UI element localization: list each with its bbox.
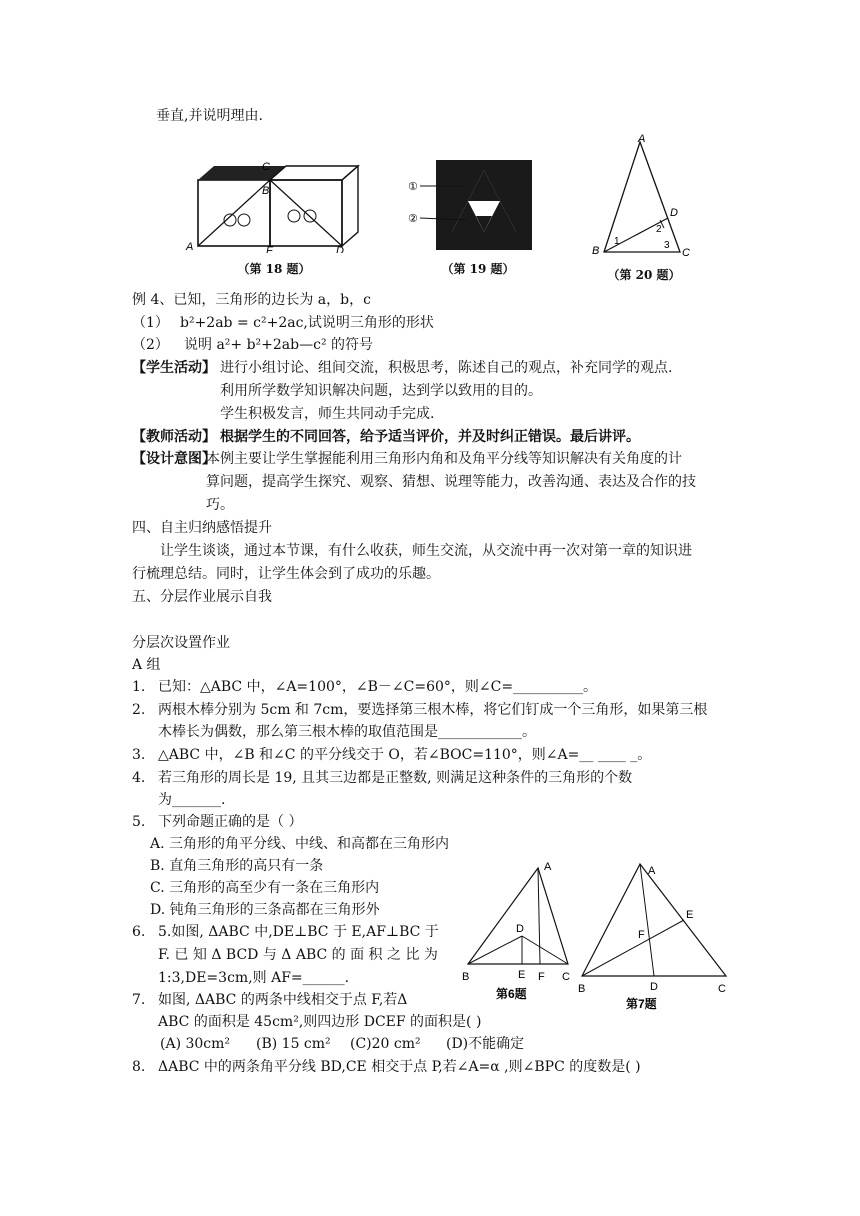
label-2: 2 (656, 224, 662, 235)
q4-line2: 为_______. (158, 792, 226, 808)
triangle-pattern (408, 158, 538, 253)
q6-line2: F. 已 知 Δ BCD 与 Δ ABC 的 面 积 之 比 为 (158, 947, 438, 963)
label-c: C (718, 983, 726, 995)
example4-q1-num: （1） (132, 315, 169, 331)
q5-option-c: C. 三角形的高至少有一条在三角形内 (150, 880, 380, 896)
q3-num: 3. (132, 747, 146, 763)
q6-line1: 5.如图, ΔABC 中,DE⊥BC 于 E,AF⊥BC 于 (158, 924, 439, 940)
design-intent-line3: 巧。 (206, 497, 234, 513)
figure-7-caption: 第7题 (626, 997, 657, 1011)
label-a: A (638, 133, 646, 145)
q7-num: 7. (132, 992, 146, 1008)
student-activity-line3: 学生积极发言，师生共同动手完成. (220, 406, 435, 422)
q1-text: 已知：△ABC 中，∠A=100°，∠B－∠C=60°，则∠C=__________。 (158, 679, 598, 695)
figure-6 (458, 860, 578, 1010)
student-activity-line2: 利用所学数学知识解决问题，达到学以致用的目的。 (220, 383, 542, 399)
label-e: E (686, 909, 694, 921)
label-b: B (592, 245, 600, 257)
q5-option-d: D. 钝角三角形的三条高都在三角形外 (150, 902, 380, 918)
label-2: ② (408, 213, 418, 225)
label-d: D (650, 981, 658, 993)
triangle-7 (574, 856, 744, 1011)
q7-option-b: (B) 15 cm² (256, 1036, 331, 1052)
q1-num: 1. (132, 679, 146, 695)
section4-heading: 四、自主归纳感悟提升 (132, 520, 272, 536)
q7-option-a: (A) 30cm² (160, 1036, 231, 1052)
example4-q2-num: （2） (132, 337, 169, 353)
q7-line2: ABC 的面积是 45cm²,则四边形 DCEF 的面积是( ) (158, 1014, 482, 1030)
q5-option-b: B. 直角三角形的高只有一条 (150, 858, 324, 874)
design-intent-line2: 算问题，提高学生探究、观察、猜想、说理等能力，改善沟通、表达及合作的技 (206, 474, 696, 490)
label-b: B (262, 185, 270, 197)
q8-num: 8. (132, 1059, 146, 1075)
figure-7 (574, 856, 744, 1011)
q8-text: ΔABC 中的两条角平分线 BD,CE 相交于点 P,若∠A=α ,则∠BPC 的度数是( ) (158, 1059, 641, 1075)
section4-line1: 让学生谈谈，通过本节课，有什么收获，师生交流，从交流中再一次对第一章的知识进 (160, 543, 692, 559)
example4-title: 例 4、已知，三角形的边长为 a，b，c (132, 292, 371, 308)
teacher-activity-tag: 【教师活动】 (132, 429, 216, 445)
q5-num: 5. (132, 814, 146, 830)
figure-6-caption: 第6题 (496, 987, 527, 1001)
label-b: B (578, 983, 586, 995)
label-1: 1 (614, 236, 620, 247)
figure-19-caption: （第 19 题） (441, 262, 515, 276)
label-a: A (544, 861, 552, 873)
label-d: D (516, 923, 524, 935)
figure-20-caption: （第 20 题） (607, 268, 681, 282)
q6-num: 6. (132, 924, 146, 940)
homework-group: A 组 (132, 657, 161, 673)
section4-line2: 行梳理总结。同时，让学生体会到了成功的乐趣。 (132, 566, 440, 582)
q4-num: 4. (132, 770, 146, 786)
cube-diagram (184, 158, 364, 253)
label-a: A (186, 241, 194, 253)
figure-20 (588, 132, 698, 282)
example4-q2: 说明 a²+ b²+2ab—c² 的符号 (184, 337, 374, 353)
label-c: C (682, 247, 690, 257)
q2-line1: 两根木棒分别为 5cm 和 7cm，要选择第三根木棒，将它们钉成一个三角形，如果第三根 (158, 702, 708, 718)
top-line: 垂直,并说明理由. (156, 108, 263, 124)
label-f: F (538, 971, 545, 983)
homework-title: 分层次设置作业 (132, 635, 230, 651)
q2-num: 2. (132, 702, 146, 718)
design-intent-line1: 本例主要让学生掌握能利用三角形内角和及角平分线等知识解决有关角度的计 (206, 451, 682, 467)
figure-18-caption: （第 18 题） (237, 262, 311, 276)
label-1: ① (408, 181, 418, 193)
label-c: C (562, 971, 570, 983)
q7-line1: 如图, ΔABC 的两条中线相交于点 F,若Δ (158, 992, 408, 1008)
label-3: 3 (664, 240, 670, 251)
label-b: B (462, 971, 470, 983)
label-a: A (648, 865, 656, 877)
label-d: D (336, 245, 344, 253)
design-intent-tag: 【设计意图】 (132, 451, 216, 467)
label-e: E (518, 969, 526, 981)
q7-option-d: (D)不能确定 (446, 1036, 525, 1052)
student-activity-tag: 【学生活动】 (132, 360, 216, 376)
figure-18 (184, 158, 364, 278)
q4-line1: 若三角形的周长是 19, 且其三边都是正整数, 则满足这种条件的三角形的个数 (158, 770, 633, 786)
q2-line2: 木棒长为偶数，那么第三根木棒的取值范围是____________。 (158, 724, 536, 740)
example4-q1: b²+2ab = c²+2ac,试说明三角形的形状 (180, 315, 434, 331)
label-f: F (266, 245, 273, 253)
triangle-6 (458, 860, 578, 1010)
teacher-activity-text: 根据学生的不同回答，给予适当评价，并及时纠正错误。最后讲评。 (220, 429, 640, 445)
label-c: C (262, 161, 270, 173)
label-d: D (670, 207, 678, 219)
figure-19 (408, 158, 538, 278)
label-f: F (638, 929, 645, 941)
triangle-20 (588, 132, 698, 257)
q7-option-c: (C)20 cm² (350, 1036, 421, 1052)
section5-heading: 五、分层作业展示自我 (132, 589, 272, 605)
q6-line3: 1:3,DE=3cm,则 AF=______. (158, 970, 350, 986)
q5-option-a: A. 三角形的角平分线、中线、和高都在三角形内 (150, 836, 450, 852)
student-activity-line1: 进行小组讨论、组间交流，积极思考，陈述自己的观点，补充同学的观点. (220, 360, 673, 376)
q5-text: 下列命题正确的是（ ） (158, 814, 303, 830)
q3-text: △ABC 中，∠B 和∠C 的平分线交于 O，若∠BOC=110°，则∠A=__ ____ _。 (158, 747, 652, 763)
